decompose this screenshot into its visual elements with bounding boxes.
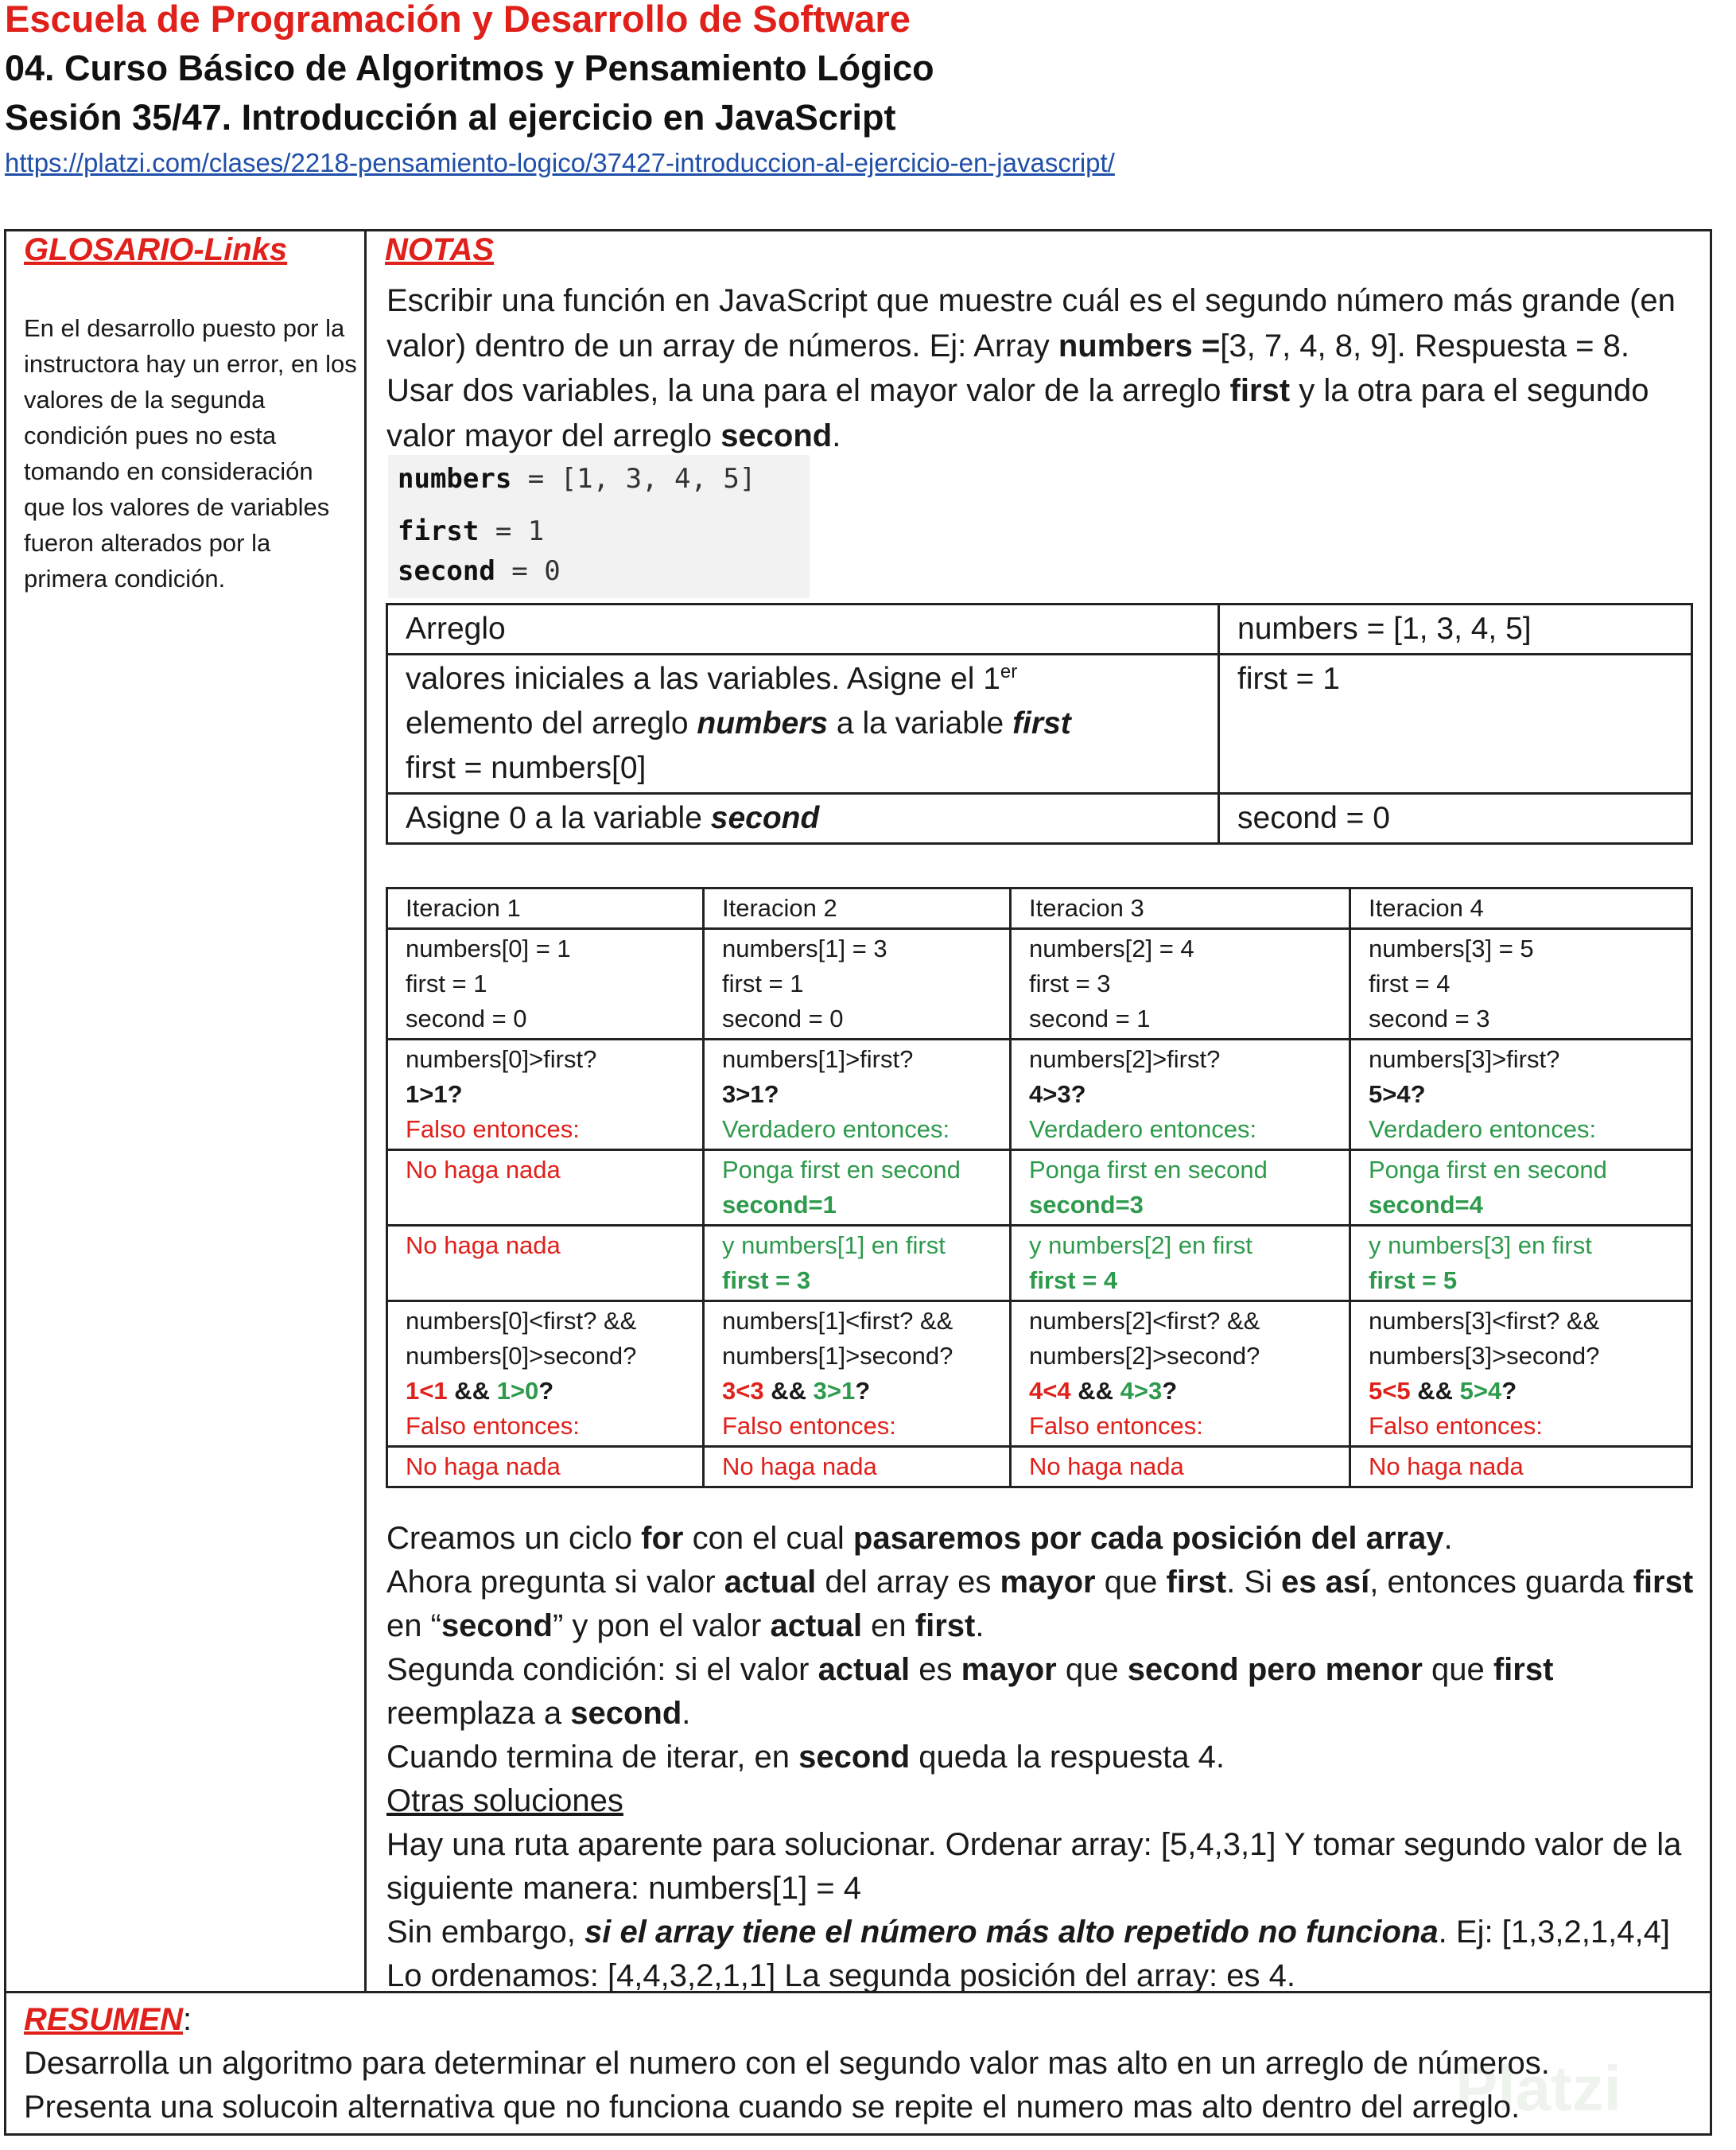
iterations-table <box>386 887 1693 1488</box>
summary-line-1: Desarrolla un algoritmo para determinar el numero con el segundo valor mas alto en un arreglo de números. <box>24 2046 1550 2081</box>
course-title: 04. Curso Básico de Algoritmos y Pensamiento Lógico <box>5 48 934 88</box>
explanation-p3: Segunda condición: si el valor actual es mayor que second pero menor que first reemplaza a second. <box>386 1652 1554 1731</box>
summary-line-2: Presenta una solucoin alternativa que no funciona cuando se repite el numero mas alto dentro del arreglo. <box>24 2090 1520 2125</box>
table-row: No haga nada Ponga first en second second=1 Ponga first en second second=3 Ponga first en second second=4 <box>387 1150 1692 1226</box>
explanation-p2: Ahora pregunta si valor actual del array es mayor que first. Si es así, entonces guarda first en “second” y pon el valor actual en first. <box>386 1565 1694 1643</box>
setup-table <box>386 603 1693 845</box>
class-link[interactable]: https://platzi.com/clases/2218-pensamiento-logico/37427-introduccion-al-ejercicio-en-javascript/ <box>5 148 1115 177</box>
table-row: Iteracion 1 Iteracion 2 Iteracion 3 Iteracion 4 <box>387 888 1692 929</box>
table-row <box>387 655 1692 794</box>
column-divider <box>364 229 367 1993</box>
platzi-watermark: Platzi <box>1455 2053 1621 2124</box>
summary-title: RESUMEN <box>24 2002 184 2037</box>
setup-cell: Arreglo <box>387 605 1219 655</box>
setup-cell: valores iniciales a las variables. Asigne el 1er elemento del arreglo numbers a la variable first first = numbers[0] <box>387 655 1219 794</box>
session-title: Sesión 35/47. Introducción al ejercicio en JavaScript <box>5 97 896 138</box>
notes-intro: Escribir una función en JavaScript que muestre cuál es el segundo número más grande (en valor) dentro de un array de números. Ej: Array numbers =[3, 7, 4, 8, 9]. Respuesta = 8. Usar dos variables, la una para el mayor valor de la arreglo first y la otra para el segundo valor mayor del arreglo second. <box>386 283 1676 453</box>
table-row: numbers[0]>first? 1>1? Falso entonces: numbers[1]>first? 3>1? Verdadero entonces: numbers[2]>first? 4>3? Verdadero entonces: numbers[3]>first? 5>4? Verdadero entonces: <box>387 1040 1692 1150</box>
explanation-text <box>386 1517 1707 1998</box>
table-row <box>387 794 1692 844</box>
explanation-p6: Sin embargo, si el array tiene el número más alto repetido no funciona. Ej: [1,3,2,1,4,4] Lo ordenamos: [4,4,3,2,1,1] La segunda posición del array: es 4. <box>386 1915 1670 1993</box>
setup-cell: numbers = [1, 3, 4, 5] <box>1219 605 1692 655</box>
setup-cell: second = 0 <box>1219 794 1692 844</box>
glossary-title: GLOSARIO-Links <box>24 232 288 267</box>
glossary-text: En el desarrollo puesto por la instructora hay un error, en los valores de la segunda condición pues no esta tomando en consideración que los valores de variables fueron alterados por la primera condición. <box>24 314 357 593</box>
explanation-p1: Creamos un ciclo for con el cual pasaremos por cada posición del array. <box>386 1521 1453 1556</box>
table-row: No haga nada No haga nada No haga nada No haga nada <box>387 1447 1692 1487</box>
summary-section: RESUMEN: Desarrolla un algoritmo para determinar el numero con el segundo valor mas alto en un arreglo de números. Presenta una solucoin alternativa que no funciona cuando se repite el numero mas alto dentro del arreglo. <box>24 1998 1694 2129</box>
setup-cell: Asigne 0 a la variable second <box>387 794 1219 844</box>
table-row: numbers[0]<first? && numbers[0]>second? 1<1 && 1>0? Falso entonces: numbers[1]<first? && numbers[1]>second? 3<3 && 3>1? Falso entonces: numbers[2]<first? && numbers[2]>second? 4<4 && 4>3? Falso entonces: numbers[3]<first? && numbers[3]>second? 5<5 && 5>4? Falso entonces: <box>387 1301 1692 1447</box>
other-solutions-title: Otras soluciones <box>386 1783 623 1818</box>
explanation-p4: Cuando termina de iterar, en second queda la respuesta 4. <box>386 1740 1225 1775</box>
setup-cell: first = 1 <box>1219 655 1692 794</box>
school-title: Escuela de Programación y Desarrollo de Software <box>5 0 911 40</box>
table-row: No haga nada y numbers[1] en first first = 3 y numbers[2] en first first = 4 y numbers[3] en first first = 5 <box>387 1226 1692 1301</box>
explanation-p5: Hay una ruta aparente para solucionar. Ordenar array: [5,4,3,1] Y tomar segundo valor de la siguiente manera: numbers[1] = 4 <box>386 1827 1682 1906</box>
code-snippet: numbers = [1, 3, 4, 5] first = 1 second = 0 <box>388 455 810 598</box>
table-row: numbers[0] = 1 first = 1 second = 0 numbers[1] = 3 first = 1 second = 0 numbers[2] = 4 first = 3 second = 1 numbers[3] = 5 first = 4 second = 3 <box>387 929 1692 1040</box>
notes-title: NOTAS <box>385 232 495 267</box>
table-row <box>387 605 1692 655</box>
